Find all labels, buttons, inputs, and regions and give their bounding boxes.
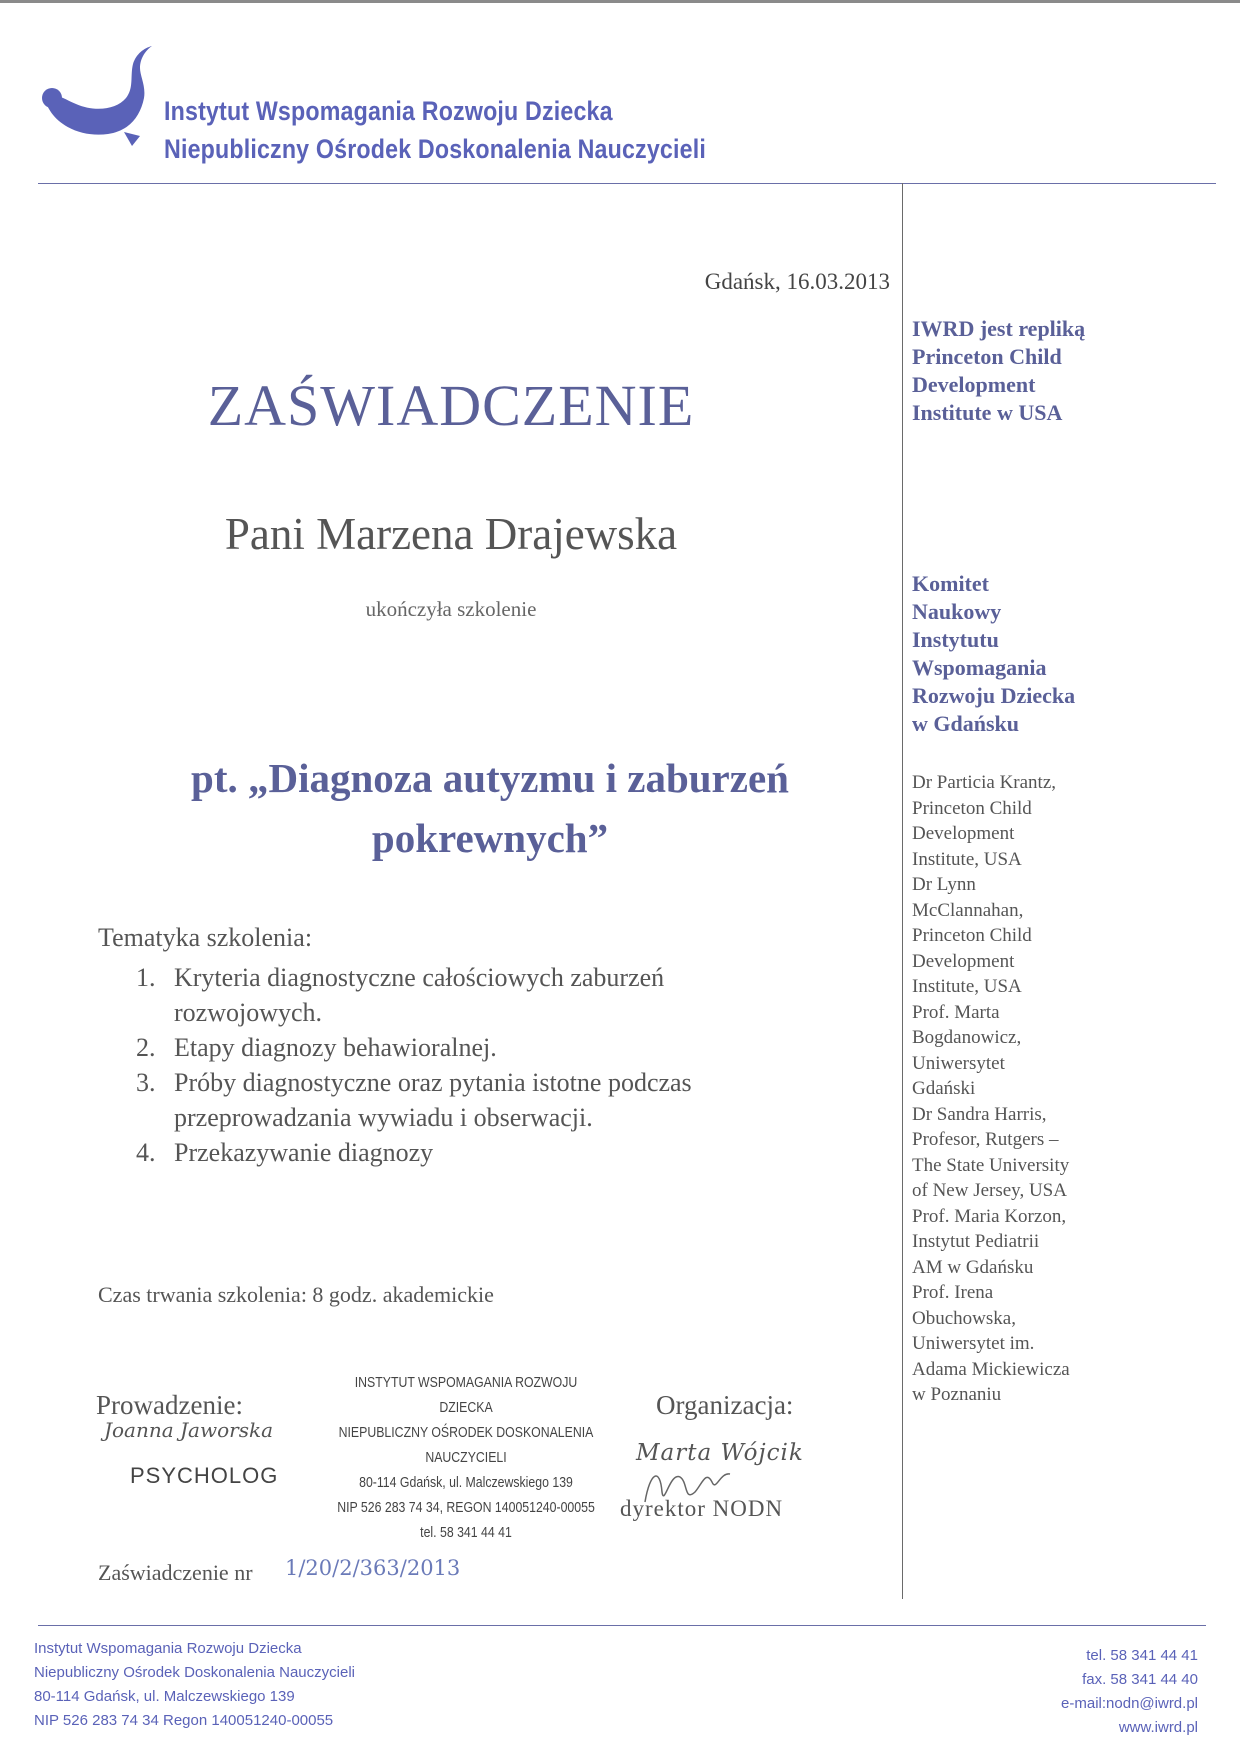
member-line: Princeton Child bbox=[912, 797, 1032, 819]
topic-number: 4. bbox=[136, 1138, 156, 1167]
stamp-line-4: NIP 526 283 74 34, REGON 140051240-00055 bbox=[337, 1499, 595, 1516]
stamp-line-3: 80-114 Gdańsk, ul. Malczewskiego 139 bbox=[359, 1474, 573, 1491]
sidebar-note-line: Development bbox=[912, 372, 1036, 397]
committee-members bbox=[912, 770, 1202, 1408]
member-line: Dr Sandra Harris, bbox=[912, 1103, 1047, 1125]
completion-text: ukończyła szkolenie bbox=[365, 597, 537, 621]
header-divider bbox=[38, 183, 1216, 184]
organizer-role: dyrektor NODN bbox=[620, 1496, 784, 1521]
list-item bbox=[98, 1135, 808, 1170]
certificate-number: 1/20/2/363/2013 bbox=[285, 1556, 461, 1580]
footer-phone: tel. 58 341 44 41 bbox=[1086, 1647, 1198, 1664]
member-line: Prof. Irena bbox=[912, 1282, 994, 1303]
topic-number: 1. bbox=[136, 963, 156, 992]
sidebar-note-line: Institute w USA bbox=[912, 400, 1063, 425]
member-line: Institute, USA bbox=[912, 976, 1022, 997]
course-title-line-2: pokrewnych” bbox=[371, 815, 609, 861]
institution-stamp bbox=[327, 1370, 606, 1545]
list-item bbox=[98, 960, 808, 1030]
lead-role-stamp: PSYCHOLOG bbox=[130, 1463, 279, 1488]
certificate-number-label: Zaświadczenie nr bbox=[98, 1560, 253, 1585]
topic-number: 2. bbox=[136, 1033, 156, 1062]
topics-list bbox=[98, 960, 808, 1170]
topic-text: Etapy diagnozy behawioralnej. bbox=[174, 1033, 497, 1062]
member-line: Development bbox=[912, 823, 1015, 844]
topic-text: Kryteria diagnostyczne całościowych zaburzeń bbox=[174, 963, 665, 992]
committee-line: Instytutu bbox=[912, 627, 999, 652]
stamp-line-1: INSTYTUT WSPOMAGANIA ROZWOJU DZIECKA bbox=[354, 1374, 578, 1416]
stamp-line-2: NIEPUBLICZNY OŚRODEK DOSKONALENIA NAUCZYCIELI bbox=[338, 1424, 594, 1466]
organizer-name: Marta Wójcik bbox=[636, 1440, 804, 1466]
footer-line: Niepubliczny Ośrodek Doskonalenia Nauczycieli bbox=[34, 1664, 355, 1681]
course-title bbox=[100, 748, 880, 868]
sidebar-note bbox=[912, 315, 1202, 427]
member-line: Princeton Child bbox=[912, 925, 1032, 946]
sidebar-note-line: IWRD jest repliką bbox=[912, 316, 1086, 341]
member-line: Uniwersytet im. bbox=[912, 1333, 1035, 1354]
stamp-line-5: tel. 58 341 44 41 bbox=[420, 1524, 512, 1541]
topic-text: Próby diagnostyczne oraz pytania istotne podczas bbox=[174, 1068, 692, 1097]
member-line: Instytut Pediatrii bbox=[912, 1231, 1040, 1252]
footer-email-link[interactable]: e-mail:nodn@iwrd.pl bbox=[1061, 1695, 1198, 1712]
footer-line: 80-114 Gdańsk, ul. Malczewskiego 139 bbox=[34, 1688, 295, 1705]
member-line: w Poznaniu bbox=[912, 1384, 1002, 1405]
sidebar-divider bbox=[902, 183, 903, 1599]
topic-text: Przekazywanie diagnozy bbox=[174, 1138, 434, 1167]
member-line: Bogdanowicz, bbox=[912, 1027, 1022, 1048]
footer-divider bbox=[38, 1625, 1206, 1626]
topic-text-cont: rozwojowych. bbox=[174, 998, 323, 1027]
topic-number: 3. bbox=[136, 1068, 156, 1097]
footer-website-link[interactable]: www.iwrd.pl bbox=[1118, 1719, 1198, 1736]
whale-logo-icon bbox=[36, 36, 166, 146]
lead-label: Prowadzenie: bbox=[96, 1390, 243, 1420]
list-item bbox=[98, 1065, 808, 1135]
member-line: Gdański bbox=[912, 1078, 976, 1099]
issue-date: Gdańsk, 16.03.2013 bbox=[704, 269, 890, 294]
course-duration: Czas trwania szkolenia: 8 godz. akademickie bbox=[98, 1282, 494, 1307]
committee-line: Wspomagania bbox=[912, 655, 1047, 680]
member-line: Prof. Maria Korzon, bbox=[912, 1205, 1067, 1227]
committee-line: Komitet bbox=[912, 571, 989, 596]
recipient-name: Pani Marzena Drajewska bbox=[224, 509, 678, 559]
member-line: McClannahan, bbox=[912, 899, 1024, 921]
member-line: Institute, USA bbox=[912, 848, 1022, 870]
lead-signature-name: Joanna Jaworska bbox=[104, 1418, 273, 1442]
logo-line-2: Niepubliczny Ośrodek Doskonalenia Nauczycieli bbox=[164, 134, 706, 164]
organizer-label: Organizacja: bbox=[656, 1390, 794, 1420]
member-line: Dr Lynn bbox=[912, 874, 976, 895]
committee-line: Naukowy bbox=[912, 599, 1002, 624]
footer-fax: fax. 58 341 44 40 bbox=[1082, 1671, 1198, 1688]
logo-text bbox=[164, 92, 706, 168]
logo-line-1: Instytut Wspomagania Rozwoju Dziecka bbox=[164, 96, 613, 126]
member-line: Uniwersytet bbox=[912, 1052, 1005, 1074]
member-line: Development bbox=[912, 950, 1015, 972]
footer-contact bbox=[1061, 1644, 1198, 1740]
committee-line: Rozwoju Dziecka bbox=[912, 683, 1076, 708]
certificate-title: ZAŚWIADCZENIE bbox=[207, 373, 695, 438]
member-line: Adama Mickiewicza bbox=[912, 1358, 1070, 1380]
course-title-line-1: pt. „Diagnoza autyzmu i zaburzeń bbox=[191, 755, 789, 801]
committee-line: w Gdańsku bbox=[912, 711, 1020, 736]
member-line: The State University bbox=[912, 1154, 1070, 1176]
member-line: AM w Gdańsku bbox=[912, 1256, 1034, 1278]
member-line: of New Jersey, USA bbox=[912, 1180, 1067, 1201]
topic-text-cont: przeprowadzania wywiadu i obserwacji. bbox=[174, 1103, 593, 1132]
list-item bbox=[98, 1030, 808, 1065]
topics-heading: Tematyka szkolenia: bbox=[98, 923, 313, 952]
top-border-line bbox=[0, 0, 1240, 3]
member-line: Obuchowska, bbox=[912, 1307, 1016, 1329]
footer-line: Instytut Wspomagania Rozwoju Dziecka bbox=[34, 1640, 302, 1657]
member-line: Dr Particia Krantz, bbox=[912, 772, 1057, 793]
committee-heading bbox=[912, 570, 1202, 738]
sidebar-note-line: Princeton Child bbox=[912, 344, 1062, 369]
footer-address bbox=[34, 1637, 355, 1733]
member-line: Prof. Marta bbox=[912, 1001, 1000, 1023]
footer-line: NIP 526 283 74 34 Regon 140051240-00055 bbox=[34, 1712, 334, 1729]
member-line: Profesor, Rutgers – bbox=[912, 1129, 1059, 1150]
